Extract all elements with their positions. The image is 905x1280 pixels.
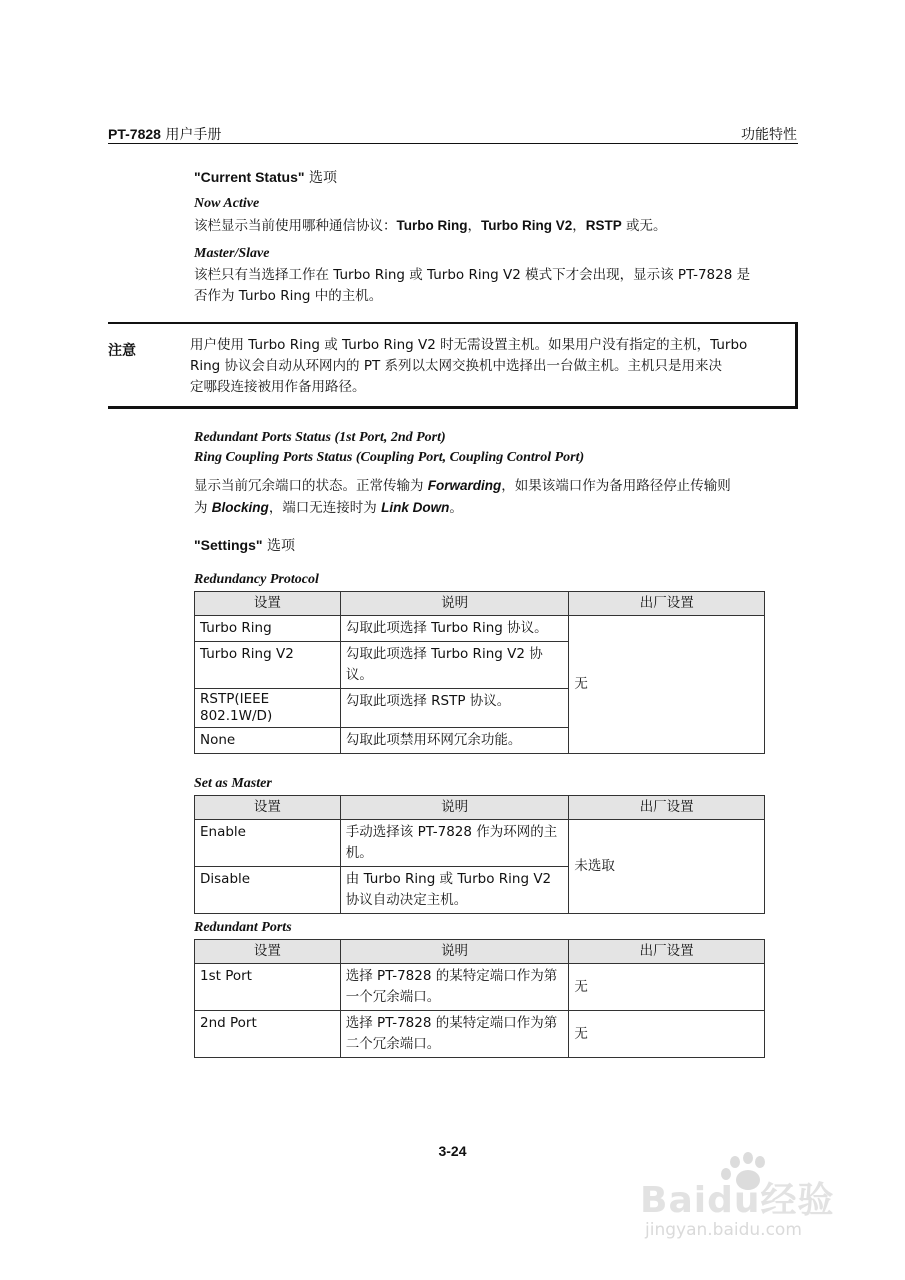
header-desc: 说明 [340, 592, 569, 616]
now-active-sep1: ， [467, 218, 481, 234]
now-active-opt3: RSTP [585, 218, 622, 233]
header-default: 出厂设置 [569, 592, 765, 616]
redundant-status-text [194, 475, 804, 519]
header-product: PT-7828 [108, 126, 161, 142]
rs-forwarding: Forwarding [427, 478, 502, 493]
cell-setting: Turbo Ring V2 [195, 642, 341, 689]
master-slave-line1: 该栏只有当选择工作在 Turbo Ring 或 Turbo Ring V2 模式下才会出现，显示该 PT-7828 是 [194, 267, 751, 283]
set-as-master-table [194, 795, 765, 914]
cell-desc: 由 Turbo Ring 或 Turbo Ring V2 协议自动决定主机。 [340, 867, 569, 914]
redundancy-protocol-table [194, 591, 765, 754]
master-slave-label: Master/Slave [194, 246, 270, 261]
header-rule [108, 143, 798, 144]
redundant-status-line1 [194, 475, 804, 497]
note-label: 注意 [108, 343, 136, 359]
cell-setting: RSTP(IEEE 802.1W/D) [195, 689, 341, 728]
header-setting: 设置 [195, 592, 341, 616]
note-line1: 用户使用 Turbo Ring 或 Turbo Ring V2 时无需设置主机。如果用户没有指定的主机，Turbo [190, 337, 748, 353]
watermark-text1: Baidu [640, 1180, 761, 1221]
cell-setting: 1st Port [195, 964, 341, 1011]
now-active-sep2: ， [572, 218, 586, 234]
cell-desc: 勾取此项禁用环网冗余功能。 [340, 728, 569, 754]
watermark-url: jingyan.baidu.com [645, 1220, 802, 1240]
note-border-bottom [108, 406, 798, 409]
redundant-status-label1: Redundant Ports Status (1st Port, 2nd Port) [194, 430, 446, 445]
header-setting: 设置 [195, 940, 341, 964]
cell-setting: Enable [195, 820, 341, 867]
table-row [195, 820, 765, 867]
rs-text-d: ，端口无连接时为 [268, 500, 382, 516]
cell-setting: Turbo Ring [195, 616, 341, 642]
header-default: 出厂设置 [569, 940, 765, 964]
baidu-watermark [640, 1150, 850, 1250]
cell-default: 无 [569, 616, 765, 754]
cell-desc: 选择 PT-7828 的某特定端口作为第二个冗余端口。 [340, 1011, 569, 1058]
master-slave-line2: 否作为 Turbo Ring 中的主机。 [194, 288, 383, 304]
now-active-opt2: Turbo Ring V2 [480, 218, 573, 233]
cell-setting: Disable [195, 867, 341, 914]
now-active-opt1: Turbo Ring [396, 218, 468, 233]
settings-title-en: "Settings" [194, 537, 263, 553]
note-border-right [795, 322, 798, 409]
note-line3: 定哪段连接被用作备用路径。 [190, 379, 366, 395]
now-active-text-a: 该栏显示当前使用哪种通信协议： [194, 218, 397, 234]
rs-link-down: Link Down [381, 500, 450, 515]
now-active-text [194, 215, 804, 237]
table-row [195, 616, 765, 642]
set-as-master-label: Set as Master [194, 776, 272, 791]
cell-default: 未选取 [569, 820, 765, 914]
current-status-title-cn: 选项 [308, 170, 337, 186]
watermark-logo [640, 1172, 835, 1223]
header-desc: 说明 [340, 796, 569, 820]
table-header-row [195, 592, 765, 616]
rs-text-c: 为 [194, 500, 212, 516]
table-row [195, 1011, 765, 1058]
now-active-text-b: 或无。 [626, 218, 667, 234]
redundant-status-label2: Ring Coupling Ports Status (Coupling Port, Coupling Control Port) [194, 450, 585, 465]
redundant-ports-label: Redundant Ports [194, 920, 292, 935]
current-status-title-en: "Current Status" [194, 169, 305, 185]
header-chapter: 功能特性 [741, 127, 797, 143]
cell-desc: 勾取此项选择 Turbo Ring V2 协议。 [340, 642, 569, 689]
redundant-status-line2 [194, 497, 804, 519]
table-header-row [195, 796, 765, 820]
cell-setting: None [195, 728, 341, 754]
settings-title-cn: 选项 [266, 538, 295, 554]
redundancy-protocol-label: Redundancy Protocol [194, 572, 319, 587]
cell-setting: 2nd Port [195, 1011, 341, 1058]
header-manual: 用户手册 [165, 127, 222, 143]
table-header-row [195, 940, 765, 964]
watermark-text2: 经验 [760, 1180, 835, 1221]
cell-desc: 勾取此项选择 RSTP 协议。 [340, 689, 569, 728]
settings-title [194, 535, 295, 555]
header-default: 出厂设置 [569, 796, 765, 820]
cell-desc: 选择 PT-7828 的某特定端口作为第一个冗余端口。 [340, 964, 569, 1011]
header-desc: 说明 [340, 940, 569, 964]
header-setting: 设置 [195, 796, 341, 820]
page-header-left [108, 124, 221, 144]
note-border-top [108, 322, 798, 324]
note-text [190, 335, 790, 398]
cell-desc: 勾取此项选择 Turbo Ring 协议。 [340, 616, 569, 642]
note-line2: Ring 协议会自动从环网内的 PT 系列以太网交换机中选择出一台做主机。主机只是用来决 [190, 358, 723, 374]
current-status-title [194, 167, 337, 187]
rs-text-e: 。 [449, 500, 463, 516]
cell-default: 无 [569, 1011, 765, 1058]
now-active-label: Now Active [194, 196, 260, 211]
redundant-ports-table [194, 939, 765, 1058]
rs-blocking: Blocking [211, 500, 269, 515]
cell-default: 无 [569, 964, 765, 1011]
rs-text-a: 显示当前冗余端口的状态。正常传输为 [194, 478, 428, 494]
cell-desc: 手动选择该 PT-7828 作为环网的主机。 [340, 820, 569, 867]
page-number: 3-24 [438, 1143, 467, 1159]
table-row [195, 964, 765, 1011]
rs-text-b: ，如果该端口作为备用路径停止传输则 [501, 478, 731, 494]
